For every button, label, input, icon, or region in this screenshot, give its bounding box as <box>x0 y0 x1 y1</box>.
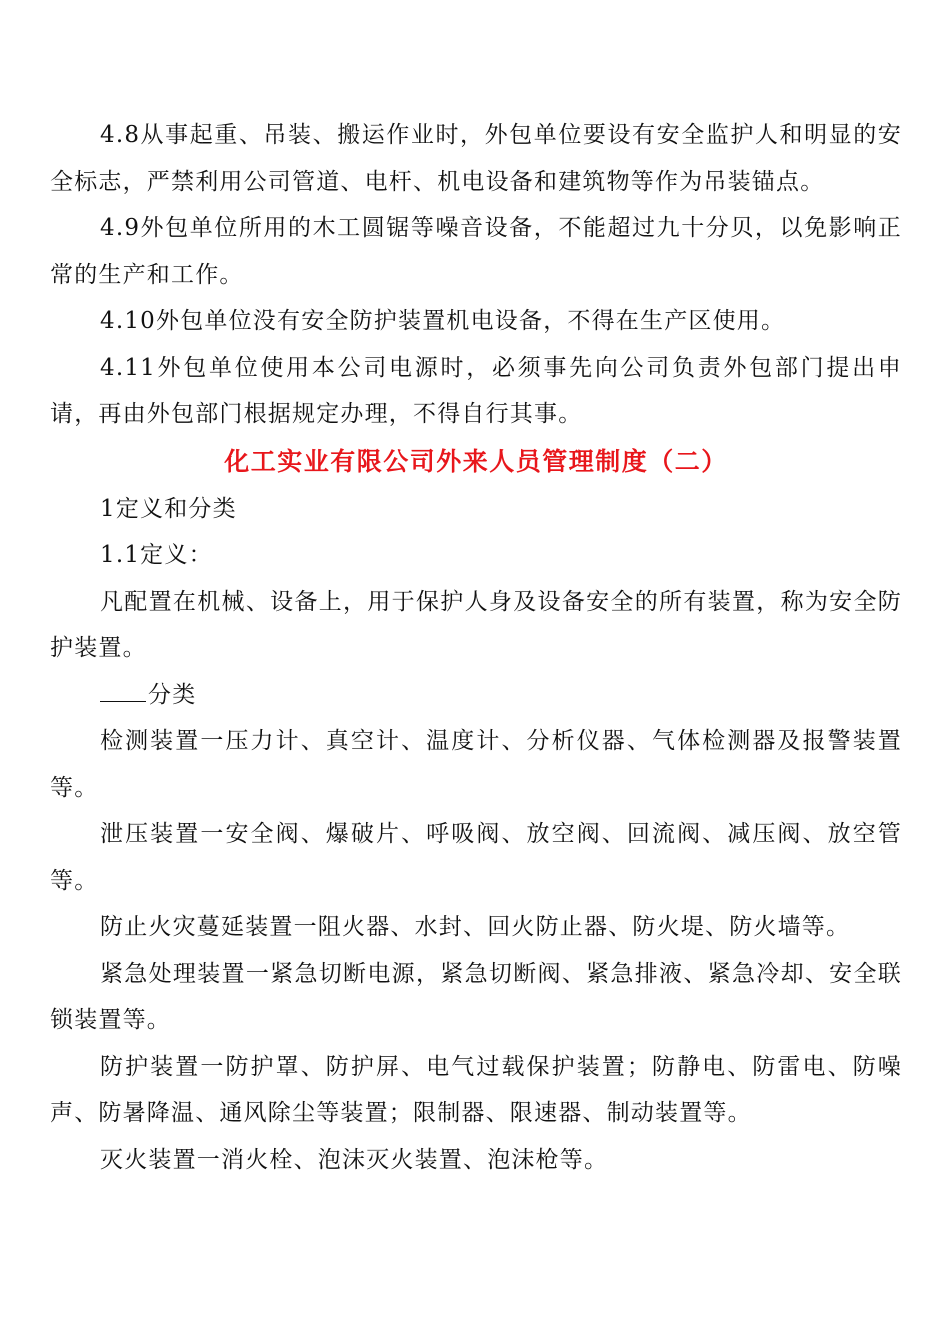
category-detection: 检测装置一压力计、真空计、温度计、分析仪器、气体检测器及报警装置等。 <box>50 728 902 801</box>
classification-heading-text: 分类 <box>148 681 197 708</box>
paragraph-4-8: 4.8从事起重、吊装、搬运作业时，外包单位要设有安全监护人和明显的安全标志，严禁利用公司管道、电杆、机电设备和建筑物等作为吊装锚点。 <box>50 122 902 195</box>
category-pressure-relief: 泄压装置一安全阀、爆破片、呼吸阀、放空阀、回流阀、减压阀、放空管等。 <box>50 821 902 894</box>
section-heading-1-1: 1.1定义： <box>100 542 213 568</box>
category-fire-spread-prevention: 防止火灾蔓延装置一阻火器、水封、回火防止器、防火堤、防火墙等。 <box>100 914 851 940</box>
category-fire-extinguishing: 灭火装置一消火栓、泡沫灭火装置、泡沫枪等。 <box>100 1146 609 1173</box>
document-page <box>50 112 902 1183</box>
section-heading-1: 1定义和分类 <box>100 495 237 522</box>
category-protection: 防护装置一防护罩、防护屏、电气过载保护装置；防静电、防雷电、防噪声、防暑降温、通风除尘等装置；限制器、限速器、制动装置等。 <box>50 1053 902 1126</box>
paragraph-4-9: 4.9外包单位所用的木工圆锯等噪音设备，不能超过九十分贝，以免影响正常的生产和工作。 <box>50 215 902 288</box>
category-emergency-handling: 紧急处理装置一紧急切断电源，紧急切断阀、紧急排液、紧急冷却、安全联锁装置等。 <box>50 960 902 1033</box>
paragraph-4-11: 4.11外包单位使用本公司电源时，必须事先向公司负责外包部门提出申请，再由外包部门根据规定办理，不得自行其事。 <box>50 354 902 427</box>
classification-heading <box>50 672 902 719</box>
blank-underline <box>100 679 146 702</box>
definition-paragraph: 凡配置在机械、设备上，用于保护人身及设备安全的所有装置，称为安全防护装置。 <box>50 588 902 661</box>
document-title: 化工实业有限公司外来人员管理制度（二） <box>224 446 728 476</box>
paragraph-4-10: 4.10外包单位没有安全防护装置机电设备，不得在生产区使用。 <box>100 308 786 334</box>
